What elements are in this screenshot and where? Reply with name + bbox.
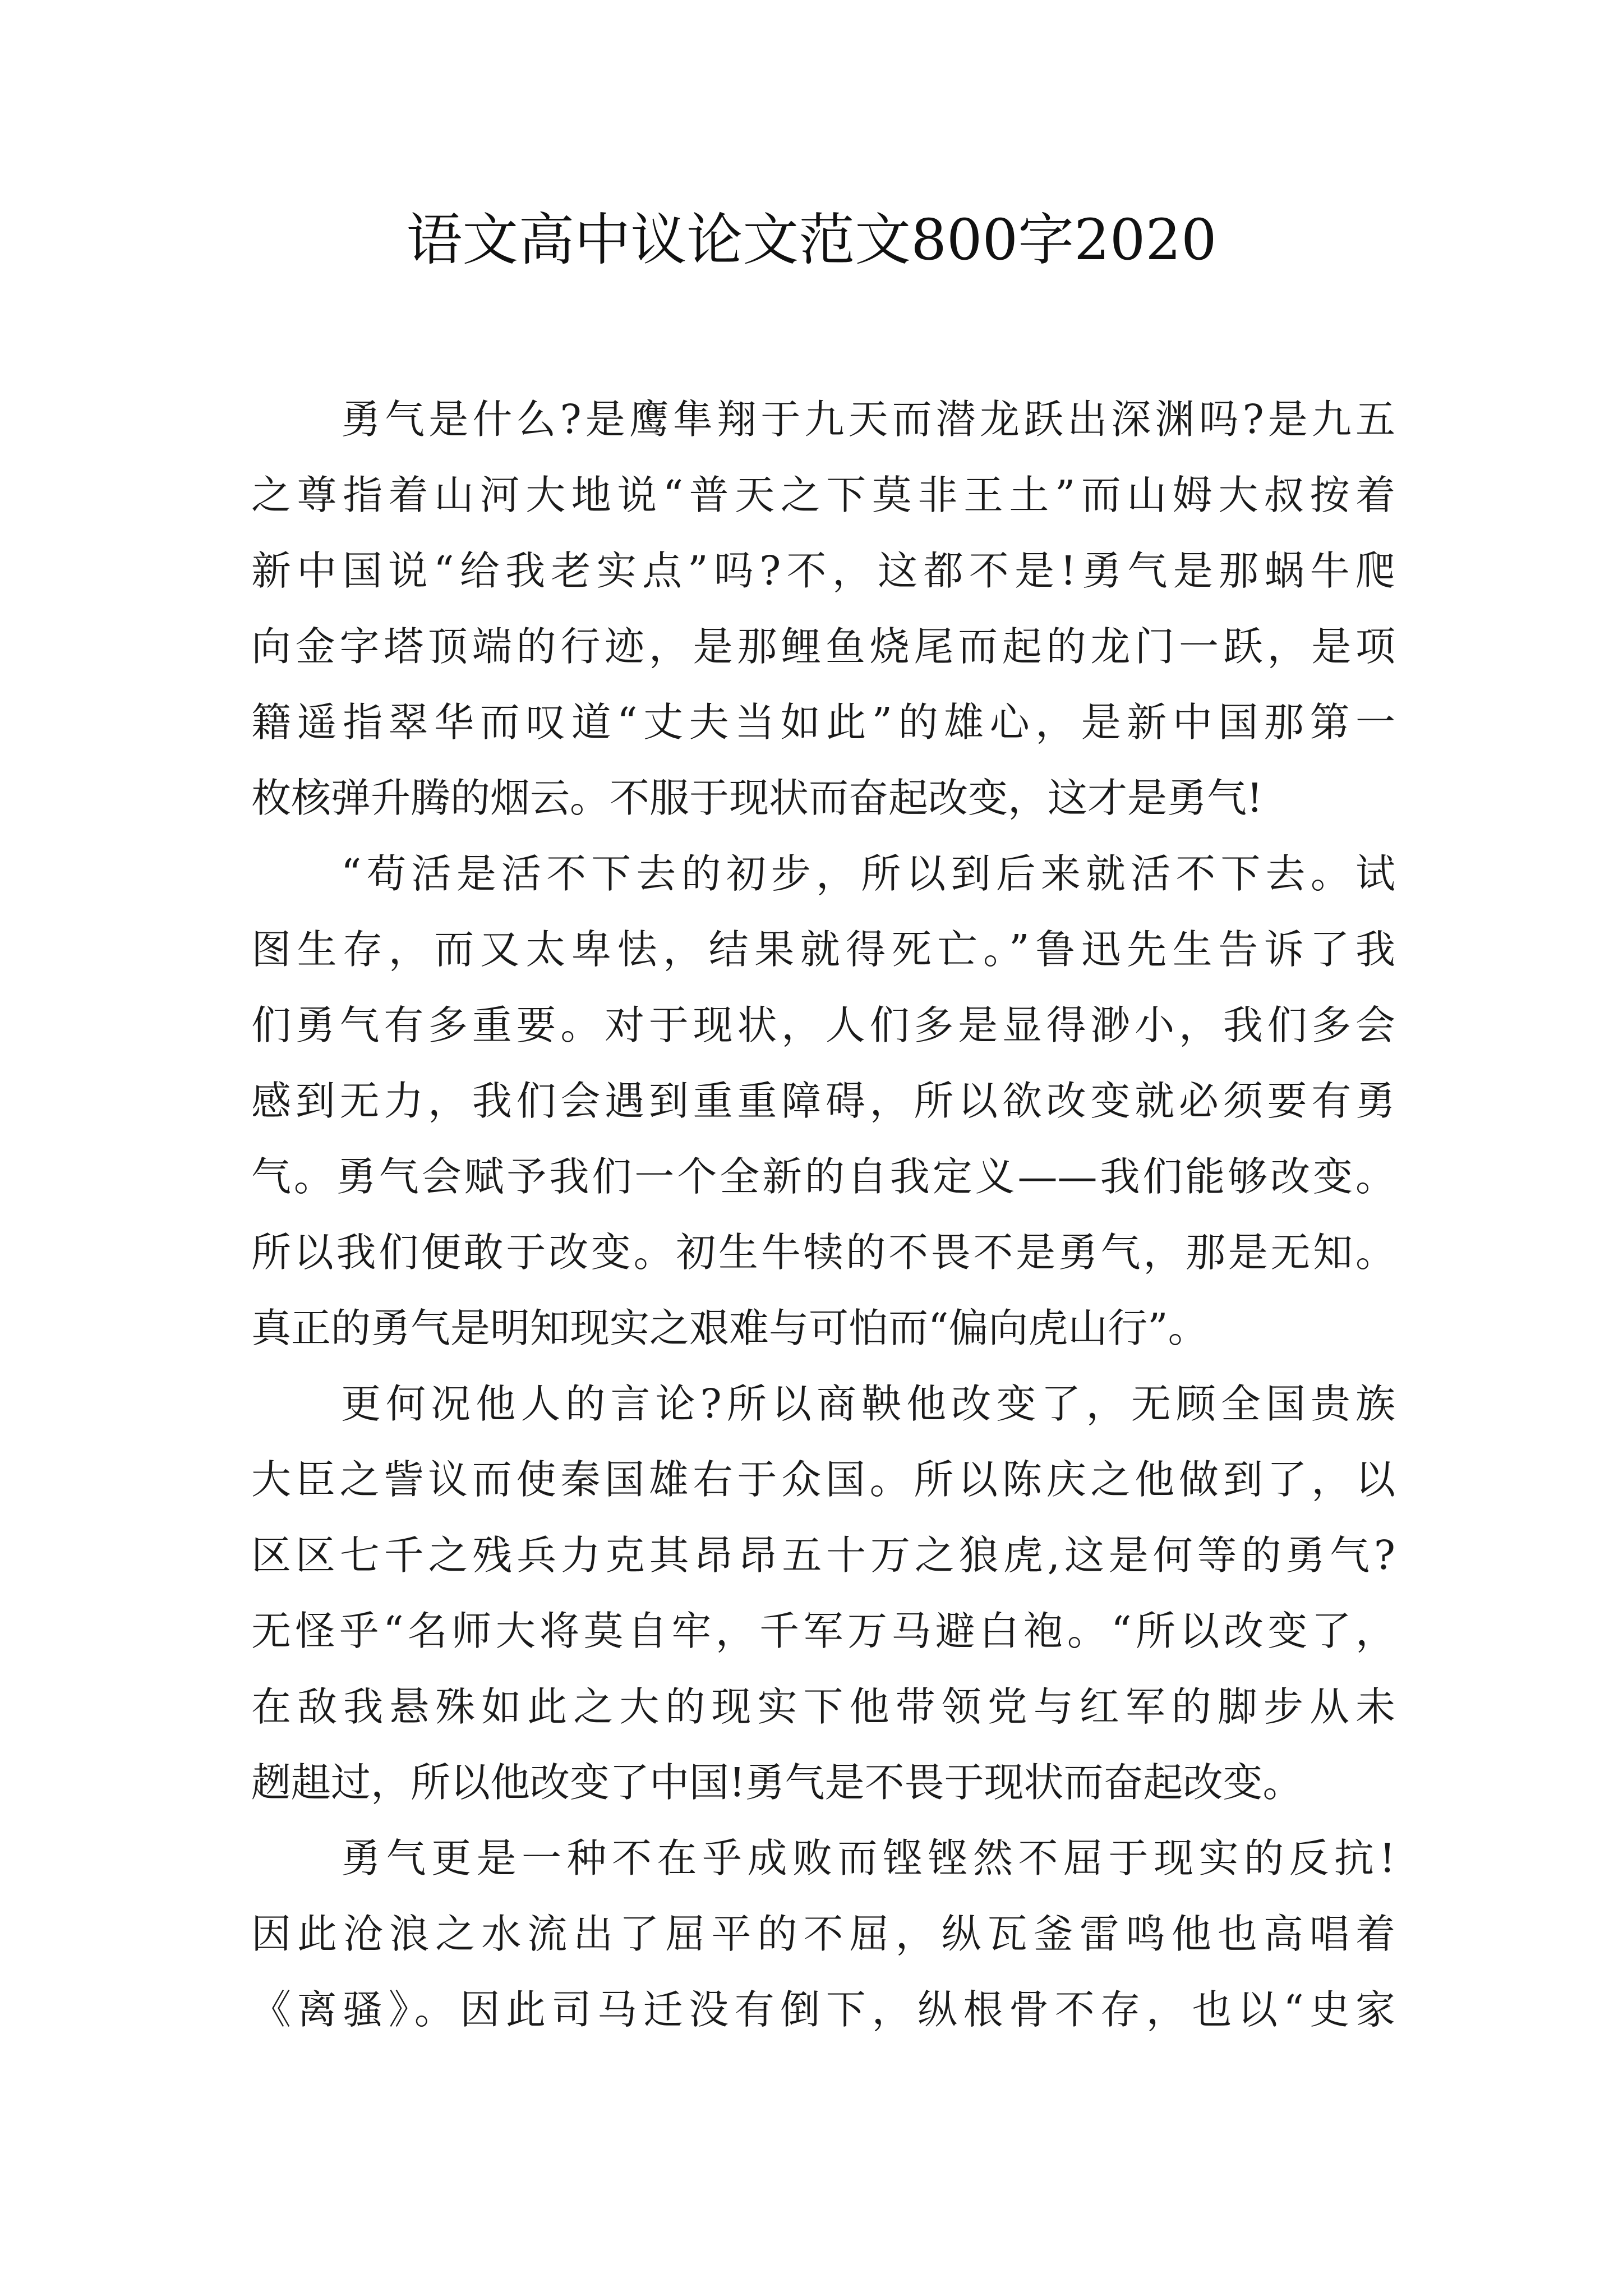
- paragraph-3-line-1: 更何况他人的言论?所以商鞅他改变了，无顾全国贵族: [341, 1381, 1395, 1427]
- paragraph-1-line-1: 勇气是什么?是鹰隼翔于九天而潜龙跃出深渊吗?是九五: [341, 396, 1395, 443]
- paragraph-1-line-2: 之尊指着山河大地说“普天之下莫非王土”而山姆大叔按着: [251, 472, 1395, 518]
- paragraph-3-line-2: 大臣之訾议而使秦国雄右于众国。所以陈庆之他做到了，以: [251, 1456, 1395, 1503]
- paragraph-3-line-3: 区区七千之残兵力克其昂昂五十万之狼虎,这是何等的勇气?: [251, 1532, 1395, 1579]
- paragraph-2-line-6: 所以我们便敢于改变。初生牛犊的不畏不是勇气，那是无知。: [251, 1229, 1395, 1276]
- paragraph-4-line-3: 《离骚》。因此司马迁没有倒下，纵根骨不存，也以“史家: [251, 1986, 1395, 2033]
- paragraph-1-line-3: 新中国说“给我老实点”吗?不，这都不是!勇气是那蜗牛爬: [251, 547, 1395, 594]
- paragraph-3-line-4: 无怪乎“名师大将莫自牢，千军万马避白袍。“所以改变了，: [251, 1608, 1395, 1654]
- paragraph-4-line-1: 勇气更是一种不在乎成败而铿铿然不屈于现实的反抗!: [341, 1835, 1395, 1881]
- document-title: 语文高中议论文范文800字2020: [406, 207, 1217, 273]
- paragraph-3-line-6: 趔趄过，所以他改变了中国!勇气是不畏于现状而奋起改变。: [251, 1759, 1303, 1806]
- paragraph-3-line-5: 在敌我悬殊如此之大的现实下他带领党与红军的脚步从未: [251, 1683, 1395, 1730]
- paragraph-2-line-3: 们勇气有多重要。对于现状，人们多是显得渺小，我们多会: [251, 1002, 1395, 1048]
- paragraph-2-line-7: 真正的勇气是明知现实之艰难与可怕而“偏向虎山行”。: [251, 1305, 1208, 1351]
- essay-body: [251, 381, 1395, 2047]
- paragraph-2-line-4: 感到无力，我们会遇到重重障碍，所以欲改变就必须要有勇: [251, 1078, 1395, 1124]
- paragraph-2-line-5: 气。勇气会赋予我们一个全新的自我定义——我们能够改变。: [251, 1153, 1395, 1200]
- paragraph-1-line-6: 枚核弹升腾的烟云。不服于现状而奋起改变，这才是勇气!: [251, 775, 1263, 821]
- paragraph-1-line-5: 籍遥指翠华而叹道“丈夫当如此”的雄心，是新中国那第一: [251, 699, 1395, 746]
- paragraph-2-line-1: “苟活是活不下去的初步，所以到后来就活不下去。试: [341, 850, 1395, 897]
- paragraph-4-line-2: 因此沧浪之水流出了屈平的不屈，纵瓦釜雷鸣他也高唱着: [251, 1911, 1395, 1957]
- paragraph-1-line-4: 向金字塔顶端的行迹，是那鲤鱼烧尾而起的龙门一跃，是项: [251, 623, 1395, 670]
- paragraph-2-line-2: 图生存，而又太卑怯，结果就得死亡。”鲁迅先生告诉了我: [251, 926, 1395, 973]
